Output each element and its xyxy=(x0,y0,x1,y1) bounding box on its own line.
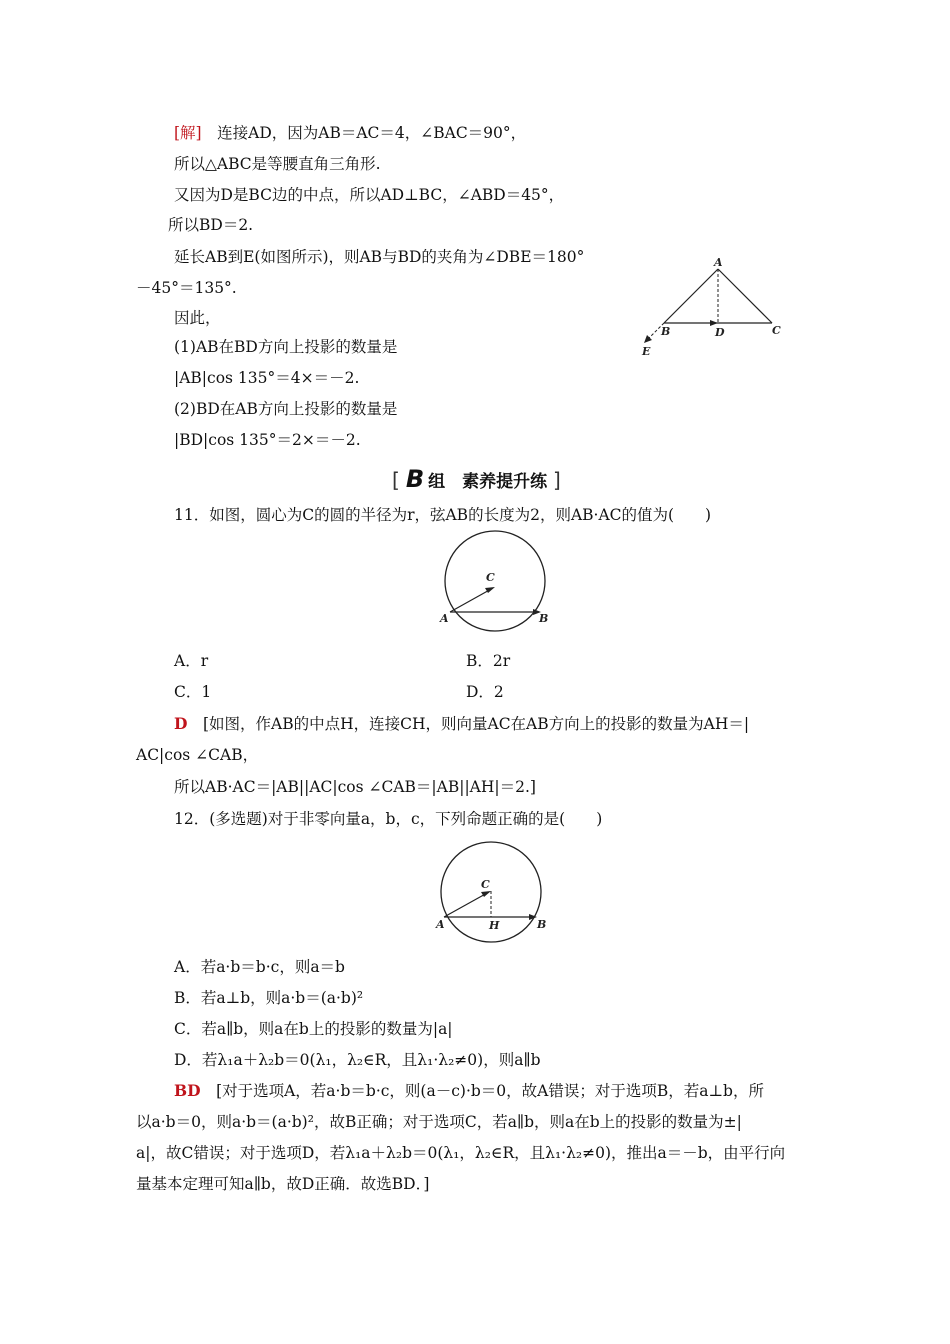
solution-line-4: 所以BD＝2. xyxy=(168,216,254,234)
q12-answer: BD xyxy=(174,1081,201,1100)
segment-ab xyxy=(664,269,718,323)
q12-stem: 12．(多选题)对于非零向量a，b，c，下列命题正确的是( ) xyxy=(174,810,603,828)
circle-figure-2 xyxy=(432,840,552,940)
section-header xyxy=(392,465,592,493)
solution-line-1: [解] 连接AD，因为AB＝AC＝4，∠BAC＝90°， xyxy=(174,124,527,142)
label-a: A xyxy=(714,256,723,269)
q12-explanation-4: 量基本定理可知a∥b，故D正确．故选BD．] xyxy=(136,1175,430,1193)
label-b: B xyxy=(539,612,549,625)
label-a: A xyxy=(436,918,445,931)
solution-line-2: 所以△ABC是等腰直角三角形. xyxy=(174,155,381,173)
label-a: A xyxy=(440,612,449,625)
solution-line-8: (1)AB在BD方向上投影的数量是 xyxy=(174,338,398,356)
section-title: 组 素养提升练 xyxy=(428,472,548,492)
q11-stem: 11．如图，圆心为C的圆的半径为r，弦AB的长度为2，则AB·AC的值为( ) xyxy=(174,506,712,524)
label-h: H xyxy=(489,919,500,932)
q12-explanation-3: a|，故C错误；对于选项D，若λ₁a＋λ₂b＝0(λ₁，λ₂∈R，且λ₁·λ₂≠0)，推出a＝－b，由平行向 xyxy=(136,1144,786,1162)
q12-option-d: D．若λ₁a＋λ₂b＝0(λ₁，λ₂∈R，且λ₁·λ₂≠0)，则a∥b xyxy=(174,1051,541,1069)
label-c: C xyxy=(486,571,495,584)
label-b: B xyxy=(661,325,671,338)
solution-line-10: (2)BD在AB方向上投影的数量是 xyxy=(174,400,398,418)
label-c: C xyxy=(481,878,490,891)
q11-answer: D xyxy=(174,714,188,733)
q11-explanation-1: D [如图，作AB的中点H，连接CH，则向量AC在AB方向上的投影的数量为AH＝| xyxy=(174,714,750,733)
label-c: C xyxy=(772,324,781,337)
solution-line-6: －45°＝135°. xyxy=(136,279,237,297)
q12-option-c: C．若a∥b，则a在b上的投影的数量为|a| xyxy=(174,1020,453,1038)
vector-ac xyxy=(444,892,489,917)
q11-explanation-2: AC|cos ∠CAB， xyxy=(136,746,259,764)
q12-explanation-2: 以a·b＝0，则a·b＝(a·b)²，故B正确；对于选项C，若a∥b，则a在b上的投影的数量为±| xyxy=(136,1113,742,1131)
label-b: B xyxy=(537,918,547,931)
q11-option-b: B．2r xyxy=(466,652,511,670)
q11-option-c: C．1 xyxy=(174,683,212,701)
label-e: E xyxy=(642,345,651,358)
q12-explanation-1: BD [对于选项A，若a·b＝b·c，则(a－c)·b＝0，故A错误；对于选项B，若a⊥b，所 xyxy=(174,1081,764,1100)
arrow-be-head xyxy=(644,335,652,343)
vector-ac xyxy=(450,588,493,612)
section-bracket-right: ] xyxy=(553,468,561,492)
q12-option-b: B．若a⊥b，则a·b＝(a·b)² xyxy=(174,989,364,1007)
section-letter: B xyxy=(405,465,425,493)
segment-ac xyxy=(718,269,772,323)
q12-option-a: A．若a·b＝b·c，则a＝b xyxy=(174,958,345,976)
label-d: D xyxy=(715,326,725,339)
solution-line-11: |BD|cos 135°＝2×＝－2. xyxy=(174,431,361,449)
circle-figure-1 xyxy=(436,534,556,634)
triangle-figure xyxy=(636,255,796,360)
q11-option-d: D．2 xyxy=(466,683,504,701)
solution-line-3: 又因为D是BC边的中点，所以AD⊥BC，∠ABD＝45°， xyxy=(174,186,565,204)
solution-line-7: 因此， xyxy=(174,309,221,327)
solution-line-5: 延长AB到E(如图所示)，则AB与BD的夹角为∠DBE＝180° xyxy=(174,248,585,266)
section-bracket-left: [ xyxy=(392,468,400,492)
circle-1 xyxy=(445,531,545,631)
solution-label: [解] xyxy=(174,124,202,142)
q11-explanation-3: 所以AB·AC＝|AB||AC|cos ∠CAB＝|AB||AH|＝2.] xyxy=(174,778,536,796)
q11-option-a: A．r xyxy=(174,652,209,670)
solution-line-9: |AB|cos 135°＝4×＝－2. xyxy=(174,369,360,387)
